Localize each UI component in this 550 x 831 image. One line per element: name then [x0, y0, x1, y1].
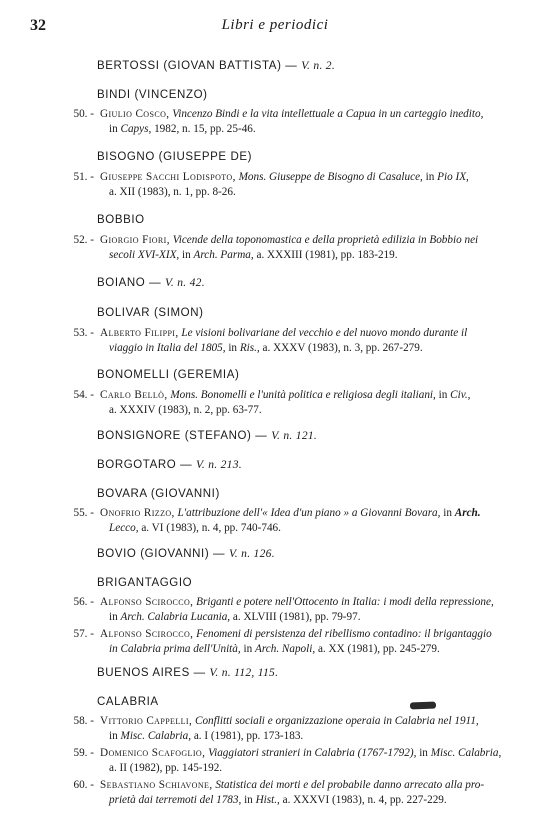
heading: BOBBIO [97, 214, 145, 226]
heading: BINDI (VINCENZO) [97, 89, 208, 101]
heading: BOLIVAR (SIMON) [97, 307, 204, 319]
heading: BISOGNO (GIUSEPPE DE) [97, 151, 253, 163]
heading: BONOMELLI (GEREMIA) [97, 369, 240, 381]
running-title: Libri e periodici [221, 17, 329, 33]
heading: BERTOSSI (GIOVAN BATTISTA) — V. n. 2. [97, 60, 336, 72]
heading: BRIGANTAGGIO [97, 577, 193, 589]
heading: BORGOTARO — V. n. 213. [97, 459, 242, 471]
heading: BOVARA (GIOVANNI) [97, 488, 220, 500]
heading: CALABRIA [97, 696, 159, 708]
heading: BONSIGNORE (STEFANO) — V. n. 121. [97, 430, 318, 442]
heading: BOVIO (GIOVANNI) — V. n. 126. [97, 548, 275, 560]
heading: BOIANO — V. n. 42. [97, 277, 205, 289]
ink-smudge [410, 702, 436, 710]
heading: BUENOS AIRES — V. n. 112, 115. [97, 667, 279, 679]
page-number: 32 [30, 17, 46, 34]
